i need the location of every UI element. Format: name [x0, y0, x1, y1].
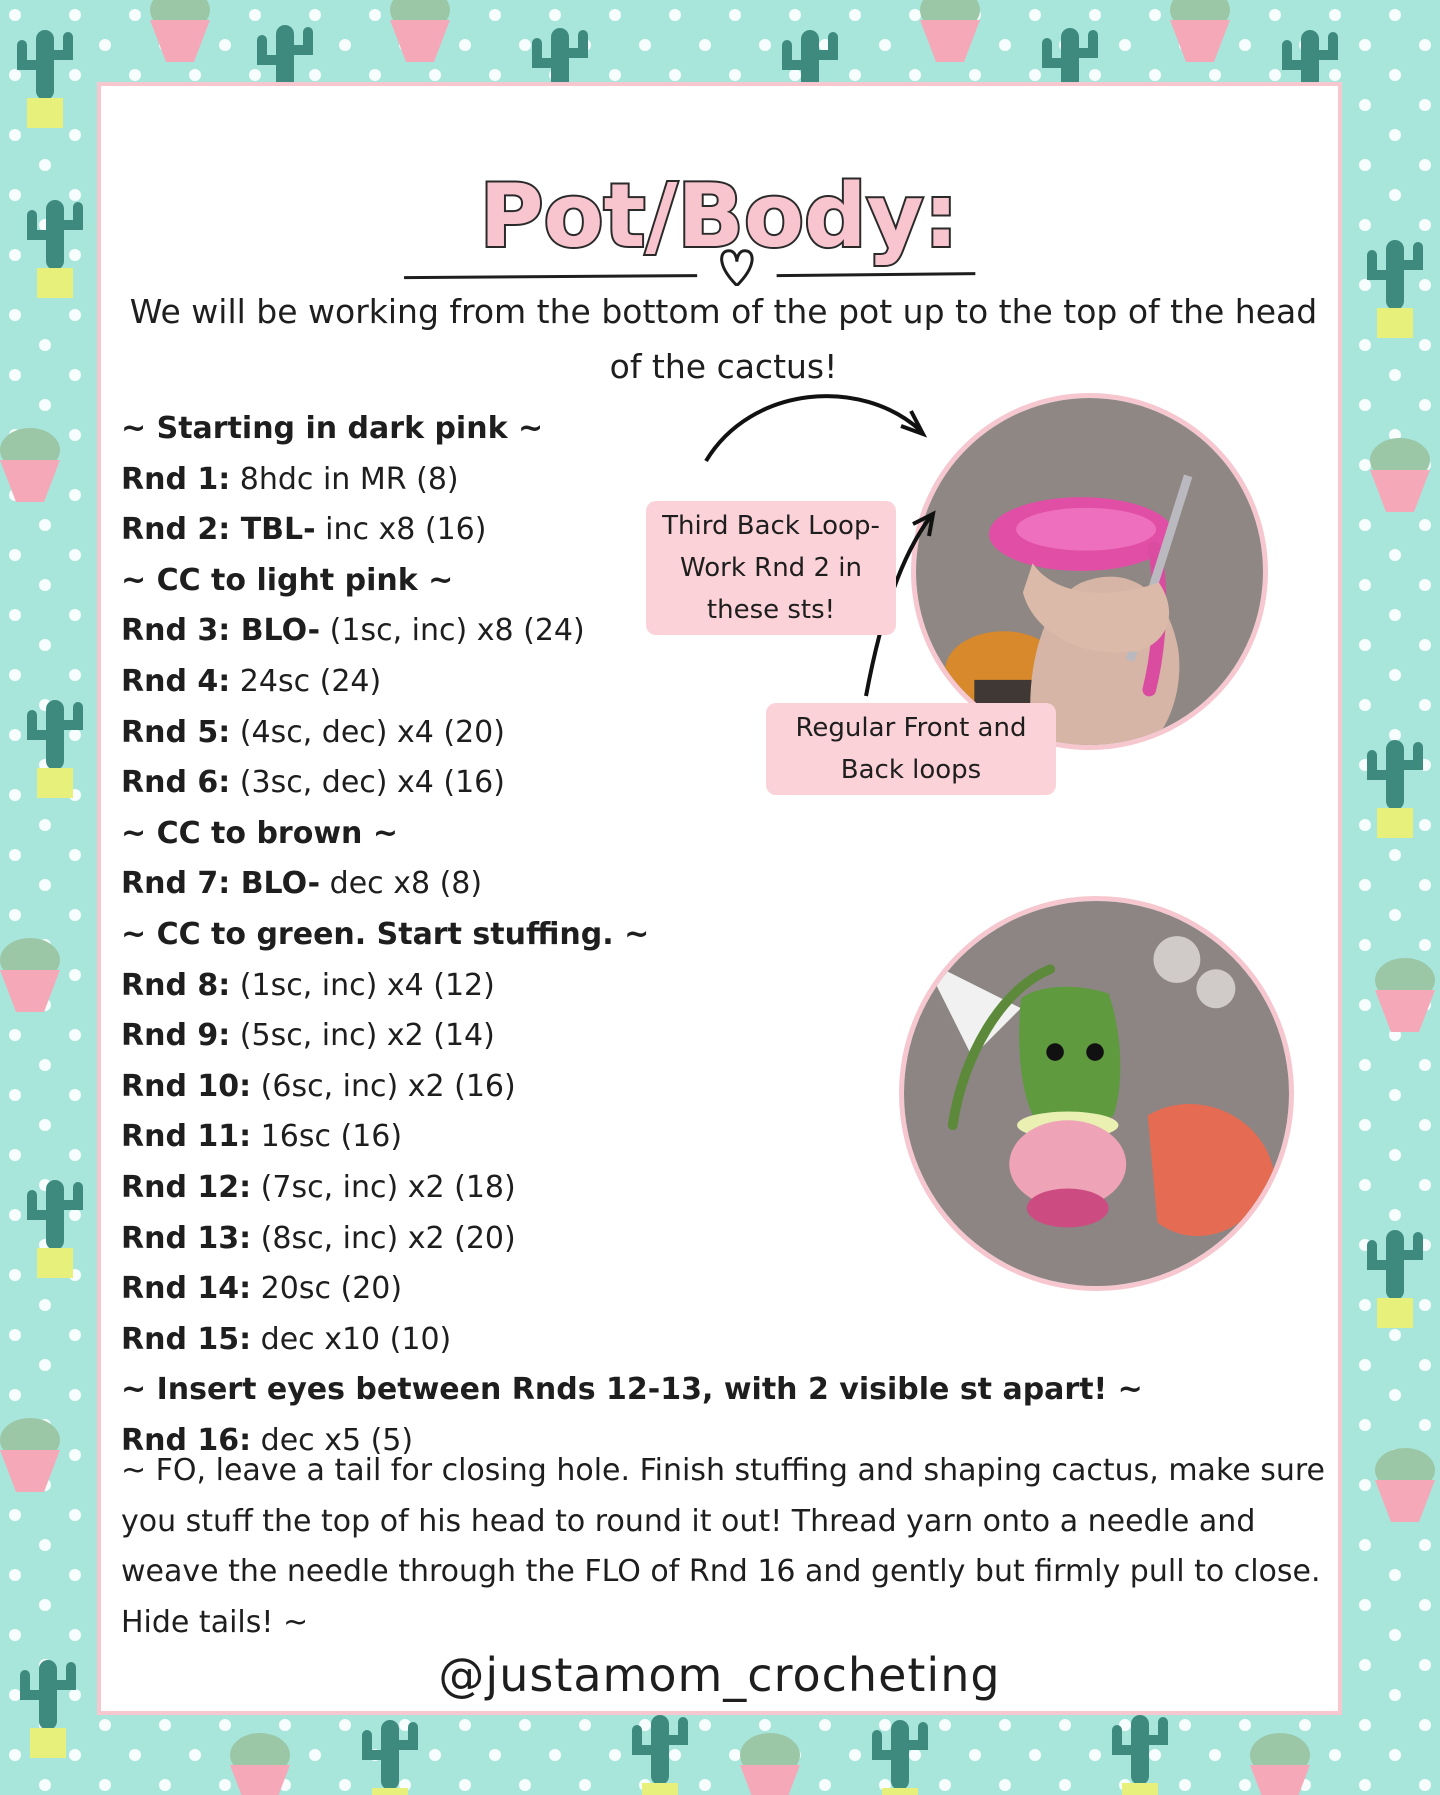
instruction-line: Rnd 16: dec x5 (5) — [121, 1422, 414, 1458]
instruction-line: Rnd 10: (6sc, inc) x2 (16) — [121, 1068, 516, 1104]
instruction-line: Rnd 6: (3sc, dec) x4 (16) — [121, 765, 505, 801]
instruction-line: ~ CC to light pink ~ — [121, 562, 454, 598]
title-underline-left — [404, 276, 697, 278]
instruction-line: Rnd 14: 20sc (20) — [121, 1271, 403, 1307]
instruction-line: Rnd 15: dec x10 (10) — [121, 1321, 452, 1357]
instruction-line: Rnd 7: BLO- dec x8 (8) — [121, 866, 483, 902]
instruction-line: Rnd 1: 8hdc in MR (8) — [121, 461, 459, 497]
photo-back-loop — [911, 393, 1268, 750]
label-third-back-loop: Third Back Loop- Work Rnd 2 in these sts! — [646, 501, 896, 635]
instruction-line: Rnd 11: 16sc (16) — [121, 1119, 403, 1155]
instruction-line: ~ Insert eyes between Rnds 12-13, with 2 visible st apart! ~ — [121, 1372, 1143, 1408]
instruction-line: ~ Starting in dark pink ~ — [121, 411, 544, 446]
instruction-line: Rnd 2: TBL- inc x8 (16) — [121, 512, 487, 548]
instruction-line: Rnd 8: (1sc, inc) x4 (12) — [121, 967, 495, 1003]
instruction-line: Rnd 4: 24sc (24) — [121, 663, 382, 699]
intro-text: We will be working from the bottom of the pot up to the top of the head of the cactus! — [129, 292, 1318, 386]
page-title — [101, 146, 1338, 286]
photo-cactus-progress — [899, 896, 1294, 1291]
pattern-card — [97, 82, 1342, 1715]
author-handle: @justamom_crocheting — [438, 1648, 1001, 1702]
label-front-back-loops: Regular Front and Back loops — [766, 703, 1056, 795]
instruction-line: Rnd 9: (5sc, inc) x2 (14) — [121, 1018, 495, 1054]
closing-note: ~ FO, leave a tail for closing hole. Finish stuffing and shaping cactus, make sure you stuff the top of his head to round it out! Thread yarn onto a needle and weave the needle through the FLO of Rnd 16 and gently but firmly pull to close. Hide tails! ~ — [121, 1453, 1326, 1640]
instruction-line: Rnd 5: (4sc, dec) x4 (20) — [121, 714, 505, 750]
title-text: Pot/Body: — [479, 164, 959, 267]
instruction-line: Rnd 13: (8sc, inc) x2 (20) — [121, 1220, 516, 1256]
instruction-line: ~ CC to brown ~ — [121, 815, 398, 851]
instruction-line: Rnd 3: BLO- (1sc, inc) x8 (24) — [121, 613, 585, 649]
title-underline-right — [777, 274, 976, 276]
instruction-line: Rnd 12: (7sc, inc) x2 (18) — [121, 1169, 516, 1205]
instruction-line: ~ CC to green. Start stuffing. ~ — [121, 916, 650, 952]
